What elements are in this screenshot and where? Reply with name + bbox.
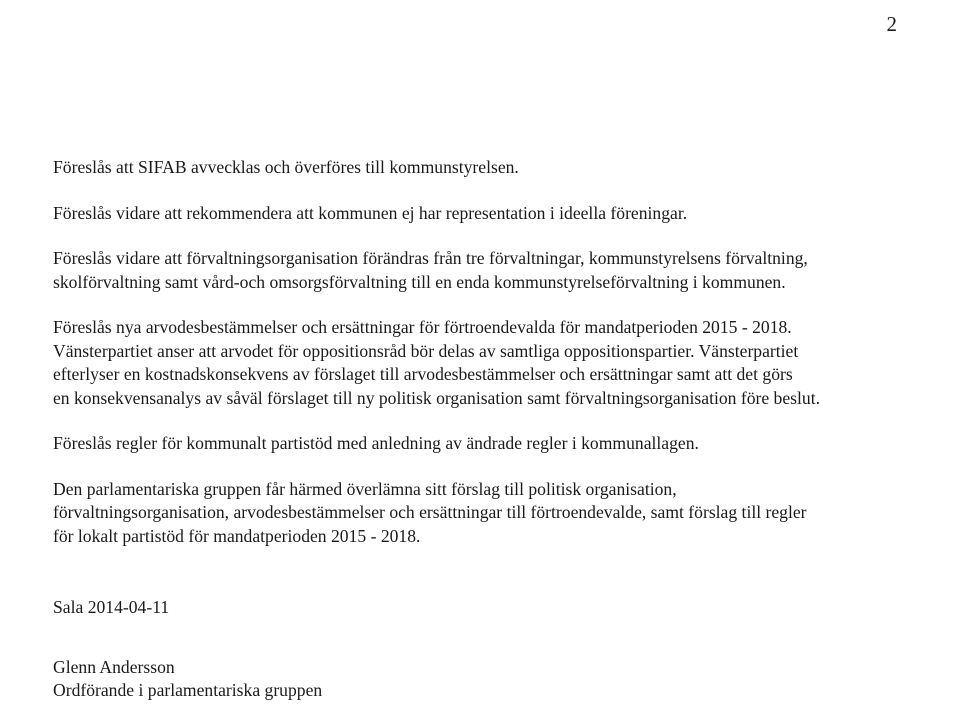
date-line: Sala 2014-04-11	[53, 597, 170, 617]
text-line: skolförvaltning samt vård-och omsorgsförvaltning till en enda kommunstyrelseförvaltning i kommunen.	[53, 271, 786, 292]
document-body	[53, 156, 953, 703]
text-line: Föreslås regler för kommunalt partistöd med anledning av ändrade regler i kommunallagen.	[53, 433, 699, 453]
signature-block	[53, 656, 953, 703]
text-line: Vänsterpartiet anser att arvodet för oppositionsråd bör delas av samtliga oppositionspartier. Vänsterpartiet	[53, 340, 799, 361]
text-line: Föreslås vidare att rekommendera att kommunen ej har representation i ideella föreningar.	[53, 202, 688, 223]
paragraph-overlamning	[53, 478, 953, 549]
paragraph-representation	[53, 202, 953, 226]
text-line: förvaltningsorganisation, arvodesbestämmelser och ersättningar till förtroendevalde, samt förslag till regler	[53, 502, 807, 522]
text-line: Föreslås att SIFAB avvecklas och överföres till kommunstyrelsen.	[53, 157, 519, 177]
paragraph-sifab	[53, 156, 953, 180]
signature-title: Ordförande i parlamentariska gruppen	[53, 680, 323, 700]
paragraph-organisation	[53, 247, 953, 294]
text-line: Föreslås vidare att förvaltningsorganisation förändras från tre förvaltningar, kommunstyrelsens förvaltning,	[53, 248, 808, 268]
text-line: för lokalt partistöd för mandatperioden 2015 - 2018.	[53, 525, 421, 546]
text-line: en konsekvensanalys av såväl förslaget till ny politisk organisation samt förvaltningsorganisation före beslut.	[53, 387, 820, 408]
text-line: Föreslås nya arvodesbestämmelser och ersättningar för förtroendevalda för mandatperioden 2015 - 2018.	[53, 317, 792, 337]
text-line: efterlyser en kostnadskonsekvens av förslaget till arvodesbestämmelser och ersättningar samt att det görs	[53, 364, 793, 384]
signature-name: Glenn Andersson	[53, 656, 175, 677]
paragraph-arvoden	[53, 316, 953, 410]
paragraph-partistod	[53, 432, 953, 456]
text-line: Den parlamentariska gruppen får härmed överlämna sitt förslag till politisk organisation,	[53, 478, 677, 499]
page-number: 2	[886, 12, 897, 36]
